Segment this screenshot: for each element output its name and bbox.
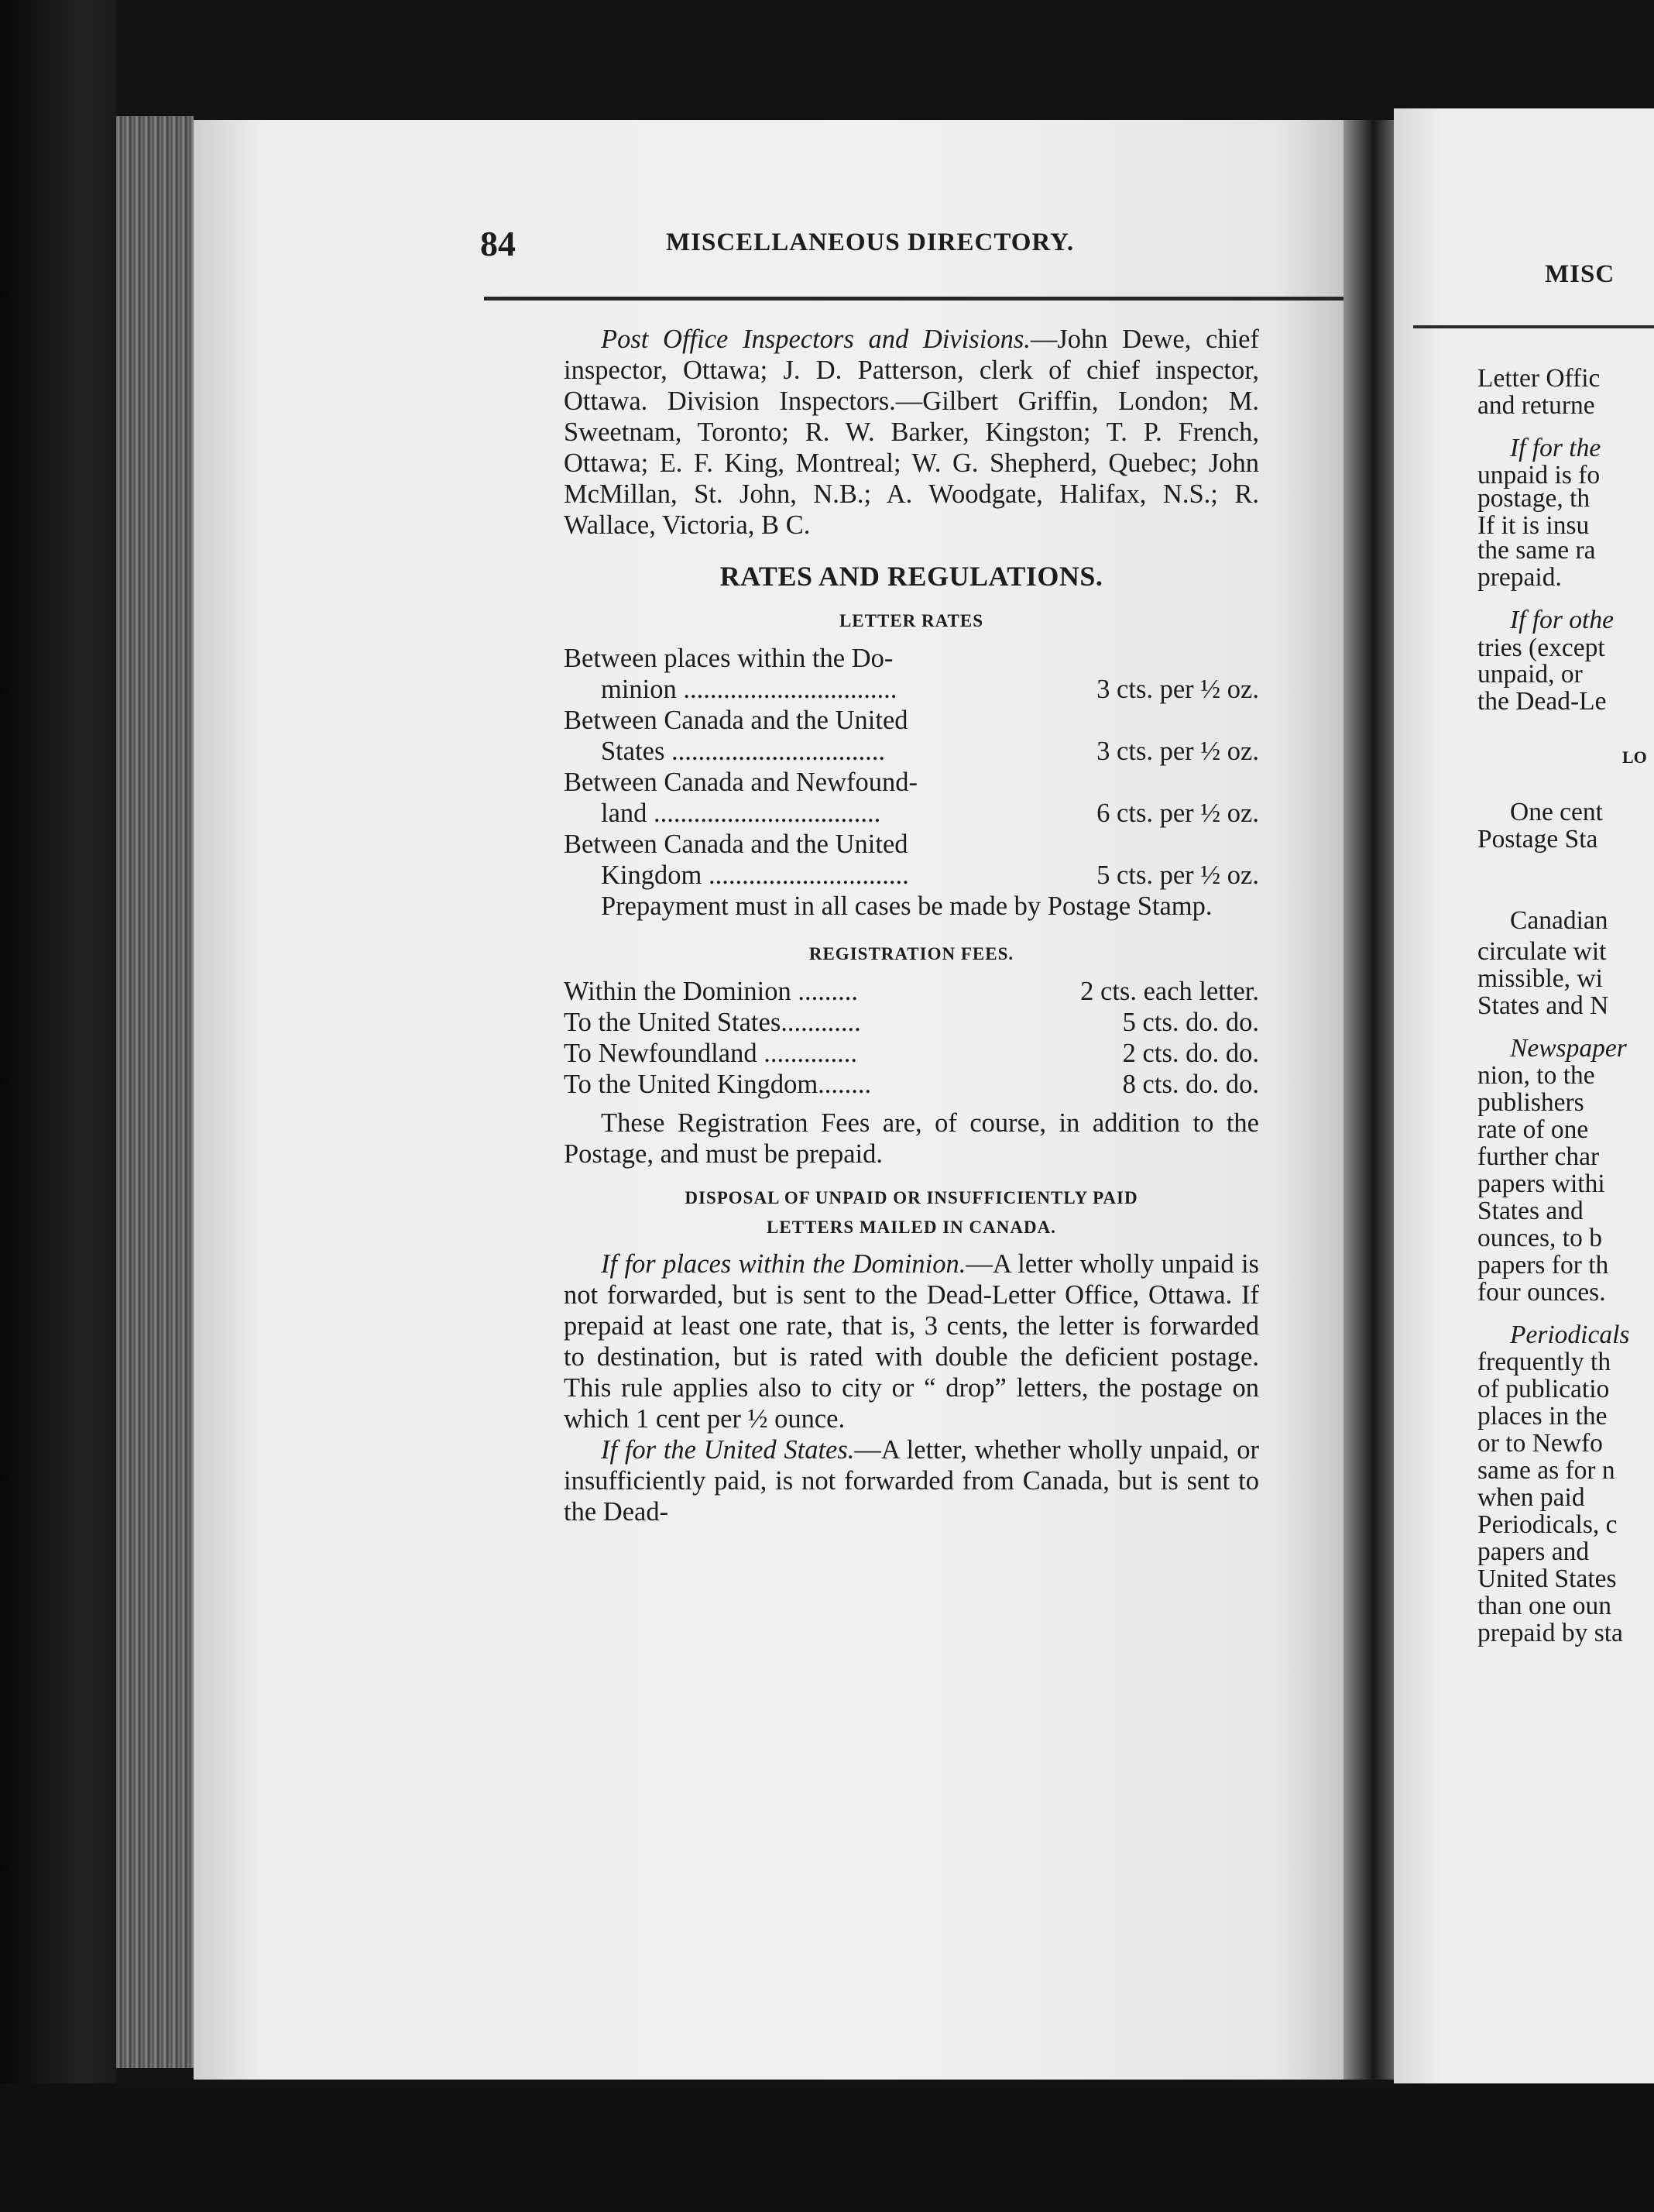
scan-bottom-edge	[0, 2083, 1654, 2212]
right-page-line: places in the	[1477, 1402, 1608, 1431]
fee-row	[564, 1007, 1259, 1038]
right-page-line: circulate wit	[1477, 937, 1607, 966]
right-page-line: rate of one	[1477, 1115, 1589, 1144]
disposal-title	[564, 1183, 1259, 1242]
rate-value: 5 cts. per ½ oz.	[1096, 860, 1259, 890]
right-page-line: Postage Sta	[1477, 825, 1598, 854]
right-page-line: If for othe	[1510, 606, 1614, 634]
rate-line1: Between Canada and the United	[564, 830, 908, 859]
running-head: MISCELLANEOUS DIRECTORY.	[666, 228, 1075, 256]
header-rule	[484, 297, 1343, 301]
disposal-title-line2: LETTERS MAILED IN CANADA.	[767, 1218, 1056, 1237]
right-page-line: further char	[1477, 1142, 1600, 1171]
registration-note: These Registration Fees are, of course, in addition to the Postage, and must be prepaid.	[564, 1108, 1259, 1169]
letter-rate-row	[564, 705, 1259, 767]
rate-value: 3 cts. per ½ oz.	[1096, 675, 1259, 704]
us-text: —A letter, whether wholly unpaid, or insufficiently paid, is not forwarded from Canada, but is sent to the Dead-	[564, 1435, 1259, 1527]
right-page-line: publishers	[1477, 1088, 1584, 1117]
us-heading: If for the United States.	[601, 1435, 855, 1465]
right-page-line: prepaid.	[1477, 563, 1562, 592]
right-page-line: States and N	[1477, 991, 1609, 1020]
right-page-line: papers and	[1477, 1537, 1590, 1566]
right-page-line: the same ra	[1477, 536, 1596, 565]
right-page-line: same as for n	[1477, 1456, 1615, 1485]
rate-line1: Between places within the Do-	[564, 644, 894, 673]
inspectors-text: —John Dewe, chief inspector, Ottawa; J. D. Patterson, clerk of chief inspector, Ottawa. Division Inspectors.—Gilbert Griffin, London; M. Sweetnam, Toronto; R. W. Barker, Kingston; T. P. French, Ottawa; E. F. King, Montreal; W. G. Shepherd, Quebec; John McMillan, St. John, N.B.; A. Woodgate, Halifax, N.S.; R. Wallace, Victoria, B C.	[564, 325, 1259, 540]
rate-value: 3 cts. per ½ oz.	[1096, 737, 1259, 766]
fee-amount: 8 cts. do. do.	[1122, 1070, 1259, 1099]
right-page-line: the Dead-Le	[1477, 687, 1607, 716]
right-page-line: papers for th	[1477, 1251, 1609, 1279]
right-page-line: frequently th	[1477, 1348, 1611, 1376]
letter-rate-row	[564, 829, 1259, 891]
right-page-line: and returne	[1477, 391, 1595, 420]
page-number: 84	[480, 224, 516, 263]
fee-destination: Within the Dominion .........	[564, 977, 859, 1006]
right-page-line: Periodicals	[1510, 1321, 1630, 1349]
fee-amount: 2 cts. each letter.	[1080, 977, 1259, 1006]
right-page-line: missible, wi	[1477, 964, 1603, 993]
rate-line2: land ..................................	[601, 799, 881, 828]
book-gutter	[1343, 120, 1398, 2080]
prepayment-note: Prepayment must in all cases be made by Postage Stamp.	[601, 891, 1213, 921]
fee-amount: 5 cts. do. do.	[1122, 1008, 1259, 1037]
fee-destination: To the United Kingdom........	[564, 1070, 872, 1099]
right-page-line: LO	[1622, 747, 1647, 767]
rate-line2: States ................................	[601, 737, 886, 766]
right-header-rule	[1413, 325, 1654, 328]
right-page-line: United States	[1477, 1565, 1617, 1593]
letter-rates-title: LETTER RATES	[839, 611, 984, 630]
right-page-line: when paid	[1477, 1483, 1585, 1512]
fee-row	[564, 1038, 1259, 1069]
registration-title: REGISTRATION FEES.	[808, 944, 1014, 963]
right-page-line: four ounces.	[1477, 1278, 1606, 1307]
right-page-line: of publicatio	[1477, 1375, 1610, 1403]
right-page-line: States and	[1477, 1197, 1584, 1225]
right-page-line: Periodicals, c	[1477, 1510, 1618, 1539]
fee-destination: To the United States............	[564, 1008, 861, 1037]
letter-rate-row	[564, 643, 1259, 705]
left-page-text	[564, 324, 1259, 1527]
page-edges	[116, 116, 194, 2068]
dominion-text: —A letter wholly unpaid is not forwarded, but is sent to the Dead-Letter Office, Ottawa. If prepaid at least one rate, that is, 3 cents, the letter is forwarded to destination, but is rated with double the deficient postage. This rule applies also to city or “ drop” letters, the postage on which 1 cent per ½ ounce.	[564, 1249, 1259, 1434]
fee-row	[564, 1069, 1259, 1100]
inspectors-paragraph	[564, 324, 1259, 541]
right-page-line: postage, th	[1477, 484, 1591, 513]
rate-line2: minion ................................	[601, 675, 897, 704]
right-page-line: Newspaper	[1510, 1034, 1627, 1063]
right-page-line: ounces, to b	[1477, 1224, 1602, 1252]
rate-line1: Between Canada and the United	[564, 706, 908, 735]
right-page-line: tries (except	[1477, 634, 1605, 662]
scan-left-edge	[0, 0, 116, 2212]
letter-rate-row	[564, 767, 1259, 829]
right-page-line: nion, to the	[1477, 1061, 1595, 1090]
right-page-line: Letter Offic	[1477, 364, 1601, 393]
dominion-heading: If for places within the Dominion.	[601, 1249, 966, 1279]
inspectors-heading: Post Office Inspectors and Divisions.	[601, 325, 1031, 354]
right-page-line: unpaid, or	[1477, 660, 1583, 689]
right-page-line: or to Newfo	[1477, 1429, 1603, 1458]
right-page-line: One cent	[1510, 798, 1603, 826]
rate-value: 6 cts. per ½ oz.	[1096, 799, 1259, 828]
right-page-line: If it is insu	[1477, 511, 1590, 540]
right-page-line: than one oun	[1477, 1592, 1612, 1620]
rates-title: RATES AND REGULATIONS.	[719, 561, 1103, 592]
right-running-head: MISC	[1545, 260, 1615, 288]
disposal-title-line1: DISPOSAL OF UNPAID OR INSUFFICIENTLY PAID	[685, 1188, 1138, 1207]
fee-amount: 2 cts. do. do.	[1122, 1039, 1259, 1068]
right-page-line: unpaid is fo	[1477, 461, 1601, 489]
fee-destination: To Newfoundland ..............	[564, 1039, 857, 1068]
us-paragraph	[564, 1434, 1259, 1527]
right-page-line: If for the	[1510, 434, 1601, 462]
right-page-line: Canadian	[1510, 906, 1608, 935]
right-page-line: prepaid by sta	[1477, 1619, 1623, 1647]
fee-row	[564, 976, 1259, 1007]
dominion-paragraph	[564, 1249, 1259, 1434]
rate-line1: Between Canada and Newfound-	[564, 768, 918, 797]
rate-line2: Kingdom ..............................	[601, 860, 909, 890]
right-page-line: papers withi	[1477, 1170, 1605, 1198]
